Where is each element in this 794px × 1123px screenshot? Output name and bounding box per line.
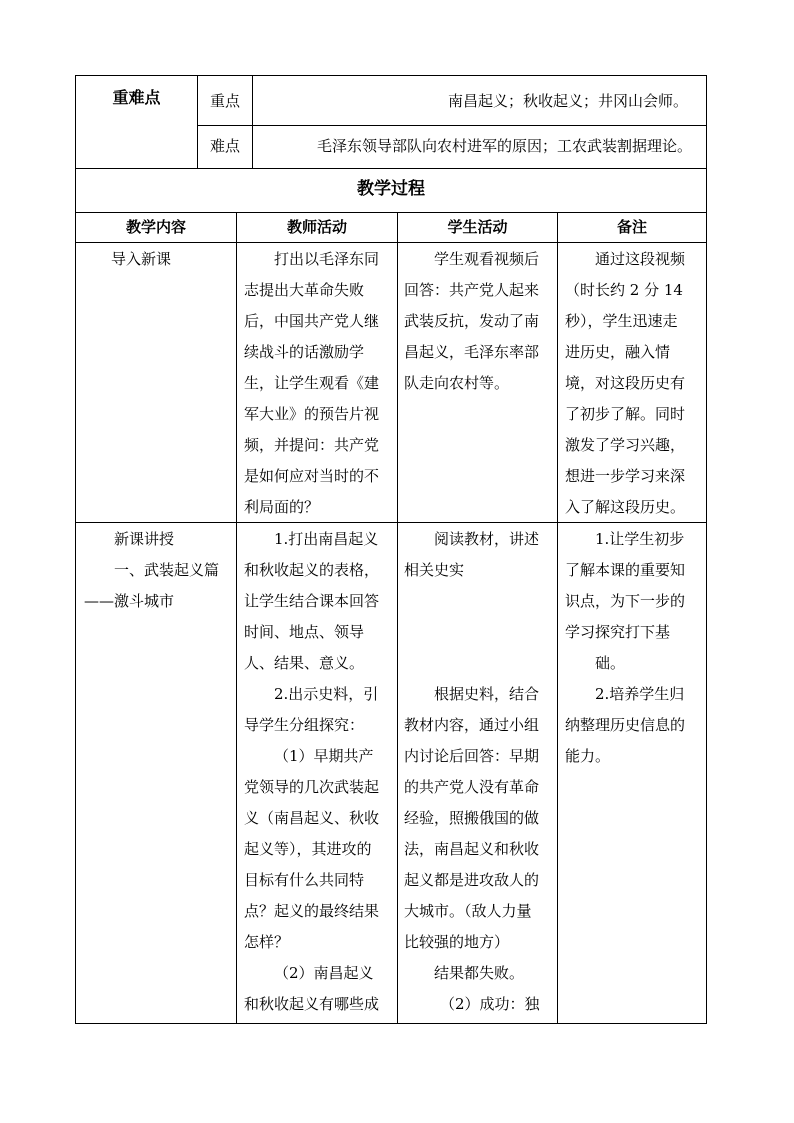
text-line: 2.出示史料，引 (274, 685, 379, 703)
column-header-content: 教学内容 (125, 218, 186, 236)
table-border-right (706, 75, 707, 1024)
text-line: 比较强的地方） (404, 933, 510, 951)
text-line: 2.培养学生归 (595, 685, 685, 703)
text-line: 打出以毛泽东同 (274, 250, 380, 268)
text-line: 武装反抗，发动了南 (404, 312, 540, 330)
text-line: （1）早期共产 (274, 747, 374, 765)
blank-spacer (404, 586, 554, 679)
row1-content: 导入新课 (110, 250, 171, 268)
text-line: 1.打出南昌起义 (274, 530, 379, 548)
row1-teacher-activity (244, 244, 394, 523)
text-line: 导学生分组探究： (244, 716, 365, 734)
text-line: 频，并提问：共产党 (244, 436, 380, 454)
text-line: 续战斗的话激励学 (244, 343, 365, 361)
text-line: 昌起义，毛泽东率部 (404, 343, 540, 361)
text-line: 点？起义的最终结果 (244, 902, 380, 920)
row1-note (565, 244, 705, 523)
row2-note (565, 524, 705, 772)
text-line: 激发了学习兴趣， (565, 436, 686, 454)
text-line: 1.让学生初步 (595, 530, 685, 548)
text-line: 和秋收起义的表格， (244, 561, 380, 579)
text-line: 进历史，融入情 (565, 343, 671, 361)
text-line: 一、武装起义篇 (114, 561, 220, 579)
table-border-col3 (557, 212, 558, 1024)
column-header-note: 备注 (616, 218, 647, 236)
difficult-point-text: 毛泽东领导部队向农村进军的原因；工农武装割据理论。 (316, 137, 692, 155)
text-line: 党领导的几次武装起 (244, 778, 380, 796)
text-line: 教材内容，通过小组 (404, 716, 540, 734)
table-border-key-divider (197, 125, 707, 126)
column-header-student: 学生活动 (447, 218, 508, 236)
table-border-bottom (75, 1023, 707, 1024)
text-line: 是如何应对当时的不 (244, 467, 380, 485)
text-line: 入了解这段历史。 (565, 498, 686, 516)
text-line: ——激斗城市 (84, 592, 175, 610)
table-border-col1 (236, 212, 237, 1024)
key-point-text: 南昌起义；秋收起义；井冈山会师。 (447, 92, 688, 110)
difficult-point-label: 难点 (209, 137, 240, 155)
text-line: 志提出大革命失败 (244, 281, 365, 299)
text-line: 生，让学生观看《建 (244, 374, 380, 392)
text-line: 识点，为下一步的 (565, 592, 686, 610)
text-line: 结果都失败。 (434, 964, 525, 982)
text-line: 让学生结合课本回答 (244, 592, 380, 610)
text-line: 能力。 (565, 747, 611, 765)
text-line: （时长约 2 分 14 (565, 281, 683, 299)
column-header-teacher: 教师活动 (286, 218, 347, 236)
row1-student-activity (404, 244, 554, 399)
table-border-col2 (397, 212, 398, 1024)
text-line: 学生观看视频后 (434, 250, 540, 268)
text-line: 秒），学生迅速走 (565, 312, 678, 330)
text-line: （2）南昌起义 (274, 964, 374, 982)
text-line: 想进一步学习来深 (565, 467, 686, 485)
text-line: 阅读教材，讲述 (434, 530, 540, 548)
text-line: 法，南昌起义和秋收 (404, 840, 540, 858)
text-line: 军大业》的预告片视 (244, 405, 380, 423)
text-line: 目标有什么共同特 (244, 871, 365, 889)
text-line: 经验，照搬俄国的做 (404, 809, 540, 827)
text-line: 的共产党人没有革命 (404, 778, 540, 796)
text-line: 队走向农村等。 (404, 374, 510, 392)
text-line: （2）成功：独 (440, 995, 540, 1013)
row2-student-activity (404, 524, 554, 1020)
table-border-top (75, 75, 707, 76)
text-line: 通过这段视频 (595, 250, 686, 268)
text-line: 学习探究打下基 (565, 623, 671, 641)
text-line: 新课讲授 (114, 530, 175, 548)
text-line: 起义都是进攻敌人的 (404, 871, 540, 889)
key-point-label: 重点 (209, 92, 240, 110)
text-line: 纳整理历史信息的 (565, 716, 686, 734)
text-line: 境，对这段历史有 (565, 374, 686, 392)
text-line: 利局面的？ (244, 498, 320, 516)
text-line: 相关史实 (404, 561, 465, 579)
text-line: 大城市。（敌人力量 (404, 902, 532, 920)
text-line: 义（南昌起义、秋收 (244, 809, 380, 827)
text-line: 了初步了解。同时 (565, 405, 686, 423)
text-line: 回答：共产党人起来 (404, 281, 540, 299)
section-title: 教学过程 (357, 179, 425, 199)
text-line: 人、结果、意义。 (244, 654, 365, 672)
table-border-header-bottom (75, 168, 707, 169)
row2-content (84, 524, 234, 617)
text-line: 起义等），其进攻的 (244, 840, 372, 858)
difficulty-heading: 重难点 (112, 88, 161, 107)
text-line: 后，中国共产党人继 (244, 312, 380, 330)
text-line: 和秋收起义有哪些成 (244, 995, 380, 1013)
text-line: 了解本课的重要知 (565, 561, 686, 579)
text-line: 怎样？ (244, 933, 290, 951)
text-line: 内讨论后回答：早期 (404, 747, 540, 765)
text-line: 时间、地点、领导 (244, 623, 365, 641)
text-line: 根据史料，结合 (434, 685, 540, 703)
text-line: 础。 (595, 654, 626, 672)
row2-teacher-activity (244, 524, 394, 1020)
